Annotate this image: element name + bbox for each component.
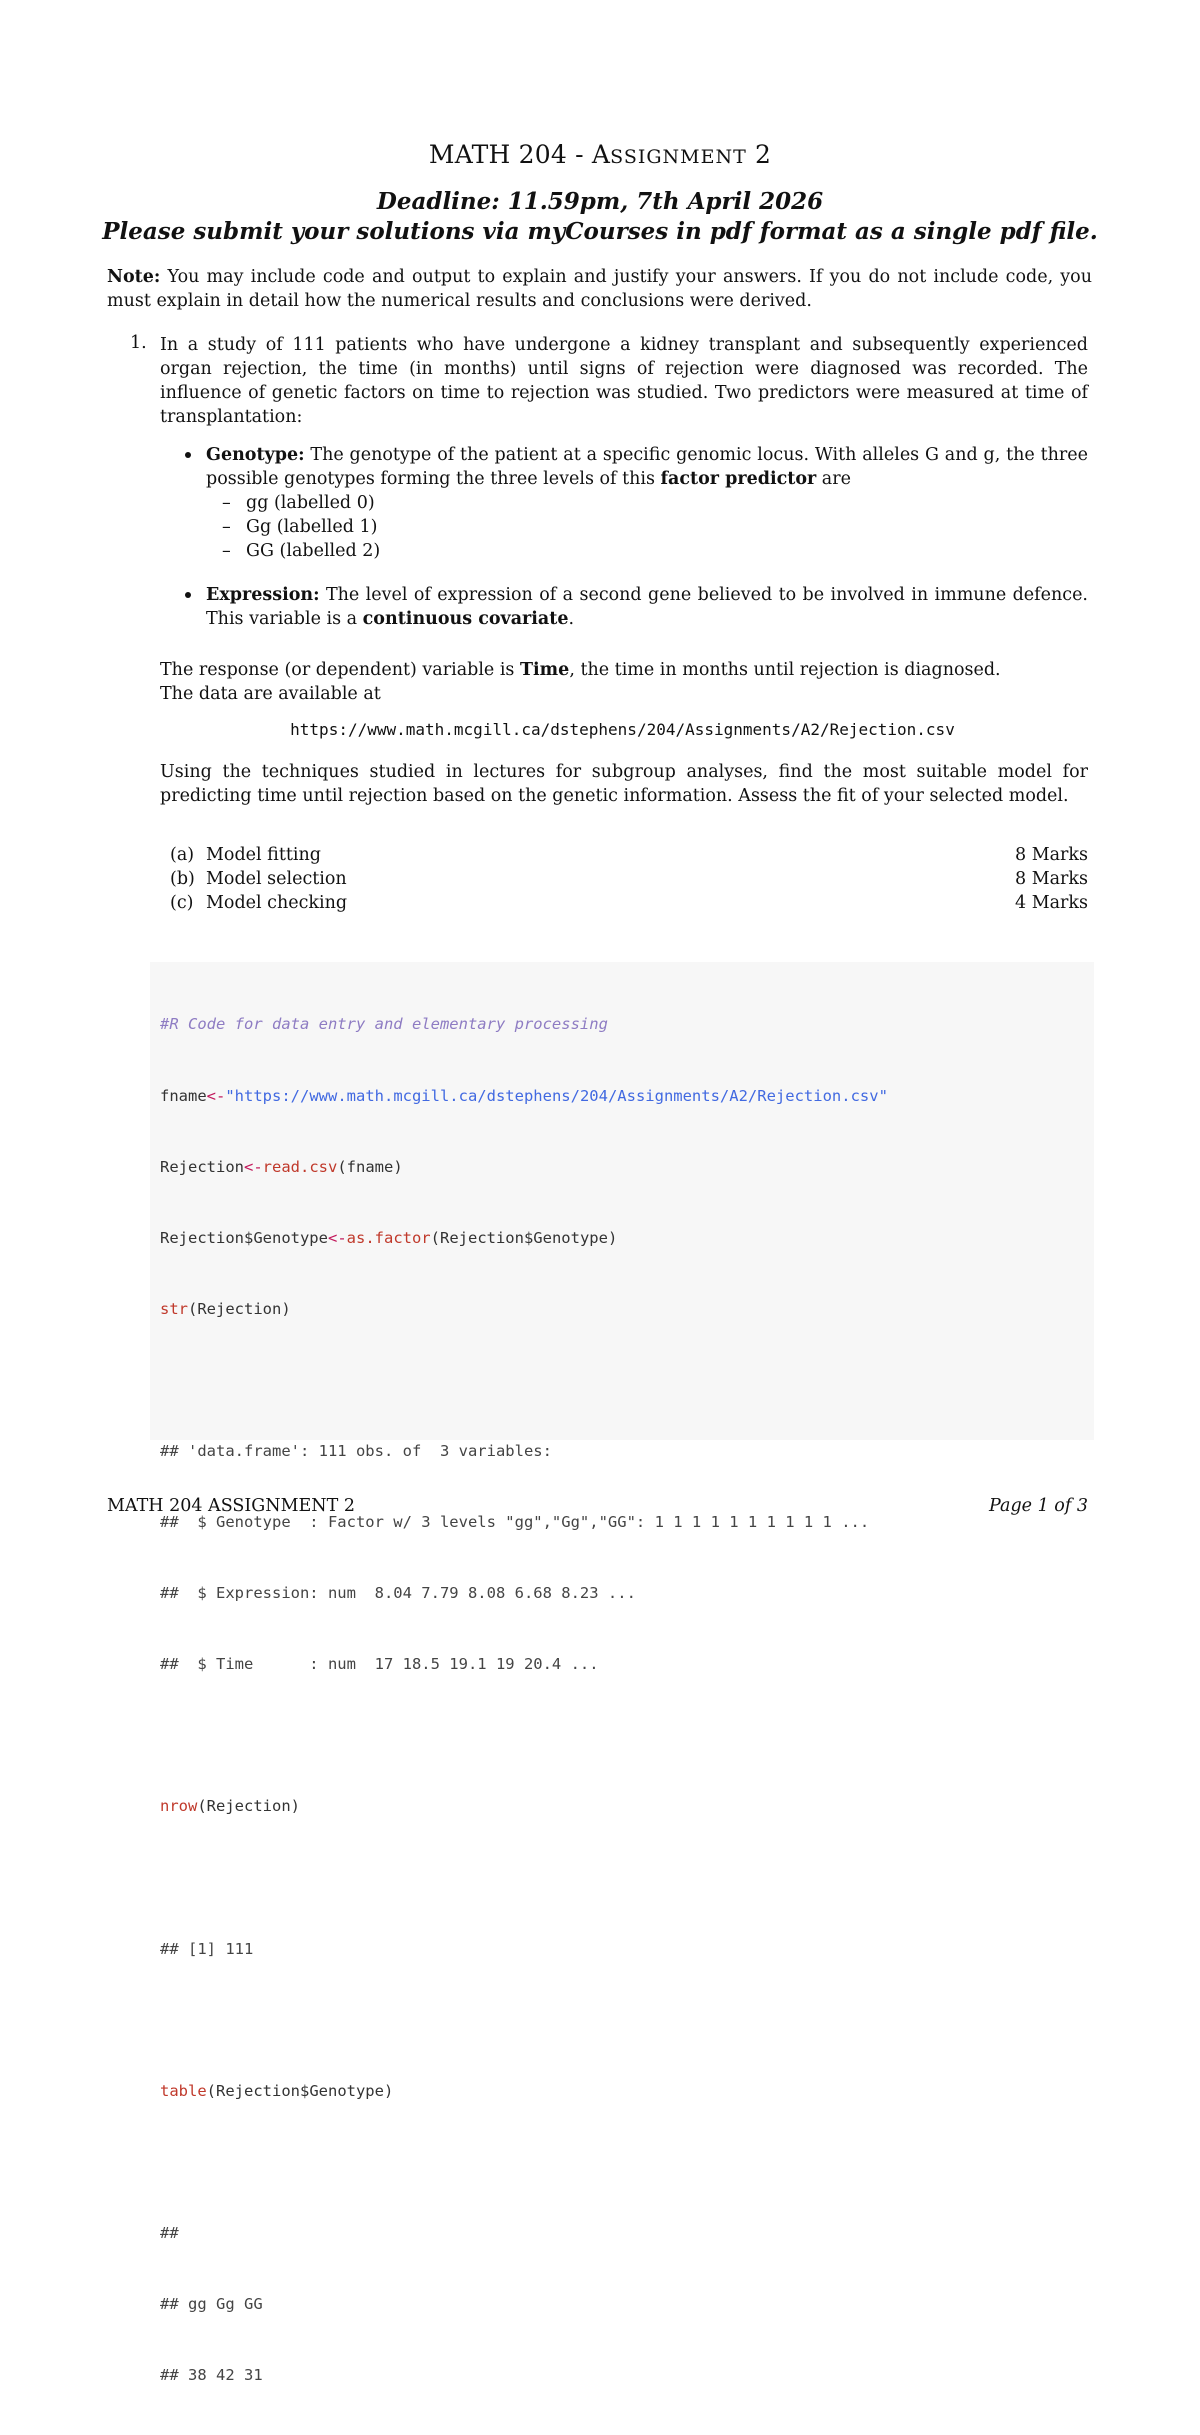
- question-number: 1.: [130, 333, 147, 353]
- part-text: Model fitting: [206, 845, 321, 865]
- title-suffix: 2: [746, 140, 772, 169]
- code-fn: nrow: [160, 1797, 198, 1816]
- data-available-line: The data are available at: [160, 684, 381, 704]
- code-fn: read.csv: [262, 1157, 338, 1176]
- part-row: [160, 891, 1088, 915]
- part-row: [160, 843, 1088, 867]
- bullet-bold: continuous covariate: [362, 609, 569, 629]
- code-op: <-: [244, 1157, 263, 1176]
- page-number: Page 1 of 3: [989, 1496, 1088, 1516]
- code-blank: [160, 1724, 1090, 1748]
- code-output: ## $ Time : num 17 18.5 19.1 19 20.4 ...: [160, 1655, 599, 1674]
- title-prefix: MATH 204 - A: [428, 140, 611, 169]
- genotype-level: [160, 539, 1088, 563]
- dash-icon: –: [222, 541, 231, 561]
- code-output: ## 'data.frame': 111 obs. of 3 variables:: [160, 1441, 552, 1460]
- code-block[interactable]: [160, 966, 1090, 2435]
- code-line: [160, 1227, 1090, 1251]
- bullet-label: Expression:: [206, 585, 320, 605]
- code-line: [160, 1085, 1090, 1109]
- bullet-label: Genotype:: [206, 445, 305, 465]
- data-url[interactable]: https://www.math.mcgill.ca/dstephens/204/Assignments/A2/Rejection.csv: [290, 720, 955, 739]
- part-row: [160, 867, 1088, 891]
- part-text: Model selection: [206, 869, 347, 889]
- note-text: You may include code and output to explain and justify your answers. If you do not include code, you must explain in detail how the numerical results and conclusions were derived.: [107, 267, 1092, 311]
- code-comment: #R Code for data entry and elementary processing: [160, 1015, 608, 1034]
- bullet-text: .: [568, 609, 575, 629]
- genotype-level-text: Gg (labelled 1): [246, 517, 378, 537]
- genotype-level: [160, 491, 1088, 515]
- part-label: (b): [170, 869, 195, 889]
- code-fn: str: [160, 1299, 188, 1318]
- code-output: ## gg Gg GG: [160, 2295, 263, 2314]
- bullet-expression: [160, 583, 1088, 631]
- code-args: (Rejection): [188, 1299, 291, 1318]
- part-marks: 4 Marks: [1015, 893, 1088, 913]
- predictor-list-2: [160, 583, 1088, 631]
- code-line: [160, 2080, 1090, 2104]
- submission-instructions: Please submit your solutions via myCourses in pdf format as a single pdf file.: [102, 218, 1098, 245]
- part-marks: 8 Marks: [1015, 869, 1088, 889]
- code-blank: [160, 1867, 1090, 1891]
- code-output: ## $ Genotype : Factor w/ 3 levels "gg","Gg","GG": 1 1 1 1 1 1 1 1 1 1 ...: [160, 1513, 870, 1532]
- part-text: Model checking: [206, 893, 348, 913]
- part-label: (a): [170, 845, 195, 865]
- response-text: , the time in months until rejection is diagnosed.: [569, 660, 1001, 680]
- note: [107, 265, 1092, 313]
- dash-icon: –: [222, 493, 231, 513]
- bullet-dot-icon: [185, 592, 191, 598]
- code-line: [160, 1156, 1090, 1180]
- part-marks: 8 Marks: [1015, 845, 1088, 865]
- bullet-bold: factor predictor: [660, 469, 817, 489]
- bullet-text: The genotype of the patient at a specific genomic locus. With alleles G and g, the three possible genotypes forming the three levels of this: [206, 445, 1088, 489]
- code-var: Rejection: [160, 1157, 244, 1176]
- code-args: (Rejection$Genotype): [206, 2081, 394, 2100]
- response-bold: Time: [519, 660, 570, 680]
- note-label: Note:: [107, 267, 161, 287]
- code-line: [160, 1795, 1090, 1819]
- code-var: Rejection$Genotype: [160, 1228, 328, 1247]
- code-blank: [160, 2151, 1090, 2175]
- genotype-level-text: GG (labelled 2): [246, 541, 381, 561]
- code-string: "https://www.math.mcgill.ca/dstephens/204/Assignments/A2/Rejection.csv": [225, 1086, 888, 1105]
- footer-title: MATH 204 ASSIGNMENT 2: [107, 1496, 355, 1516]
- bullet-dot-icon: [185, 452, 191, 458]
- bullet-text: The level of expression of a second gene believed to be involved in immune defence. This variable is a: [206, 585, 1088, 629]
- code-output: ## [1] 111: [160, 1939, 254, 1958]
- predictor-list: [160, 443, 1088, 563]
- code-fn: table: [160, 2081, 207, 2100]
- code-line: [160, 1298, 1090, 1322]
- bullet-text: are: [816, 469, 851, 489]
- title-smallcaps: SSIGNMENT: [610, 146, 747, 168]
- code-args: (Rejection): [197, 1797, 300, 1816]
- marks-list: [160, 843, 1088, 915]
- code-output: ## $ Expression: num 8.04 7.79 8.08 6.68 8.23 ...: [160, 1584, 636, 1603]
- code-output: ## 38 42 31: [160, 2366, 263, 2385]
- code-op: <-: [327, 1228, 347, 1247]
- part-label: (c): [170, 893, 194, 913]
- code-op: <-: [206, 1086, 226, 1105]
- bullet-genotype: [160, 443, 1088, 491]
- response-text: The response (or dependent) variable is: [160, 660, 520, 680]
- code-fn: as.factor: [346, 1228, 431, 1247]
- genotype-level-text: gg (labelled 0): [246, 493, 375, 513]
- genotype-level: [160, 515, 1088, 539]
- page-title: [0, 140, 1200, 169]
- task-description: Using the techniques studied in lectures for subgroup analyses, find the most suitable model for predicting time until rejection based on the genetic information. Assess the fit of your selected model.: [160, 762, 1088, 806]
- code-blank: [160, 1369, 1090, 1393]
- dash-icon: –: [222, 517, 231, 537]
- code-blank: [160, 2009, 1090, 2033]
- code-args: (Rejection$Genotype): [430, 1228, 618, 1247]
- code-var: fname: [160, 1086, 207, 1105]
- deadline: Deadline: 11.59pm, 7th April 2026: [376, 188, 824, 215]
- question-intro: In a study of 111 patients who have undergone a kidney transplant and subsequently experienced organ rejection, the time (in months) until signs of rejection were diagnosed was recorded. The influence of genetic factors on time to rejection was studied. Two predictors were measured at time of transplantation:: [160, 335, 1088, 427]
- response-line: [160, 658, 1088, 682]
- code-args: (fname): [337, 1157, 403, 1176]
- response-description: [160, 658, 1088, 706]
- code-output: ##: [160, 2224, 179, 2242]
